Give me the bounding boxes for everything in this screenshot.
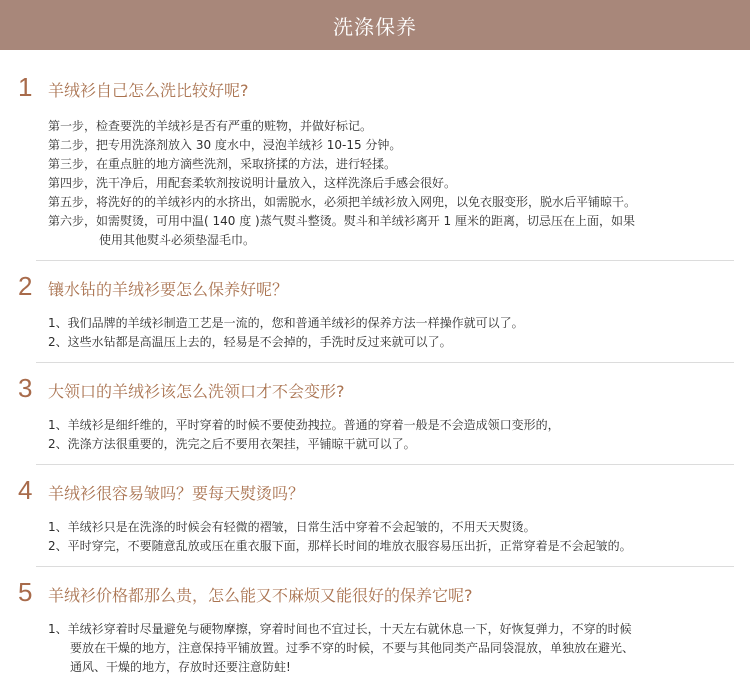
section-heading [18,72,750,103]
answer-line: 要放在干燥的地方，注意保持平铺放置。过季不穿的时候，不要与其他同类产品同袋混放，单独放在避光、 [70,641,635,655]
section-title: 羊绒衫自己怎么洗比较好呢? [48,81,249,100]
section-number: 4 [18,475,33,505]
section-body [48,314,750,352]
section-heading [18,577,750,608]
step-line: 使用其他熨斗必须垫湿毛巾。 [99,233,256,247]
section-number: 5 [18,577,33,607]
section-number: 3 [18,373,33,403]
section-title: 羊绒衫价格都那么贵，怎么能又不麻烦又能很好的保养它呢? [48,586,473,605]
section-4 [18,465,750,556]
answer-line: 1、羊绒衫穿着时尽量避免与硬物摩擦，穿着时间也不宜过长，十天左右就休息一下，好恢复弹力，不穿的时候 [48,622,632,636]
answer-line: 1、羊绒衫是细纤维的，平时穿着的时候不要使劲拽拉。普通的穿着一般是不会造成领口变形的， [48,418,560,432]
section-title: 大领口的羊绒衫该怎么洗领口才不会变形? [48,382,345,401]
section-number: 2 [18,271,33,301]
section-heading [18,373,750,404]
step-line: 第二步，把专用洗涤剂放入 30 度水中，浸泡羊绒衫 10-15 分钟。 [48,138,402,152]
step-line: 第一步，检查要洗的羊绒衫是否有严重的赃物，并做好标记。 [48,119,373,133]
section-number: 1 [18,72,33,102]
section-title: 镶水钻的羊绒衫要怎么保养好呢？ [48,280,289,299]
section-body [48,117,750,250]
care-content [0,50,750,677]
section-banner [0,0,750,50]
section-2 [18,261,750,352]
step-line: 第五步，将洗好的的羊绒衫内的水挤出，如需脱水，必须把羊绒衫放入网兜，以免衣服变形，脱水后平铺晾干。 [48,195,637,209]
section-title: 羊绒衫很容易皱吗？要每天熨烫吗？ [48,484,305,503]
step-line: 第四步，洗干净后，用配套柔软剂按说明计量放入，这样洗涤后手感会很好。 [48,176,457,190]
step-line: 第三步，在重点脏的地方滴些洗剂，采取挤揉的方法，进行轻揉。 [48,157,397,171]
section-1 [18,50,750,250]
step-line: 第六步，如需熨烫，可用中温( 140 度 )蒸气熨斗整烫。熨斗和羊绒衫离开 1 厘米的距离，切忌压在上面，如果 [48,214,635,228]
answer-line: 1、羊绒衫只是在洗涤的时候会有轻微的褶皱，日常生活中穿着不会起皱的，不用天天熨烫。 [48,520,536,534]
section-body [48,620,750,677]
section-body [48,416,750,454]
page-title: 洗涤保养 [333,14,417,39]
section-heading [18,475,750,506]
answer-line: 2、平时穿完，不要随意乱放或压在重衣服下面，那样长时间的堆放衣服容易压出折，正常穿着是不会起皱的。 [48,539,632,553]
section-5 [18,567,750,677]
section-heading [18,271,750,302]
section-3 [18,363,750,454]
answer-line: 1、我们品牌的羊绒衫制造工艺是一流的，您和普通羊绒衫的保养方法一样操作就可以了。 [48,316,524,330]
answer-line: 2、洗涤方法很重要的，洗完之后不要用衣架挂，平铺晾干就可以了。 [48,437,416,451]
section-body [48,518,750,556]
answer-line: 2、这些水钻都是高温压上去的，轻易是不会掉的，手洗时反过来就可以了。 [48,335,452,349]
answer-line: 通风、干燥的地方，存放时还要注意防蛀! [70,660,291,674]
